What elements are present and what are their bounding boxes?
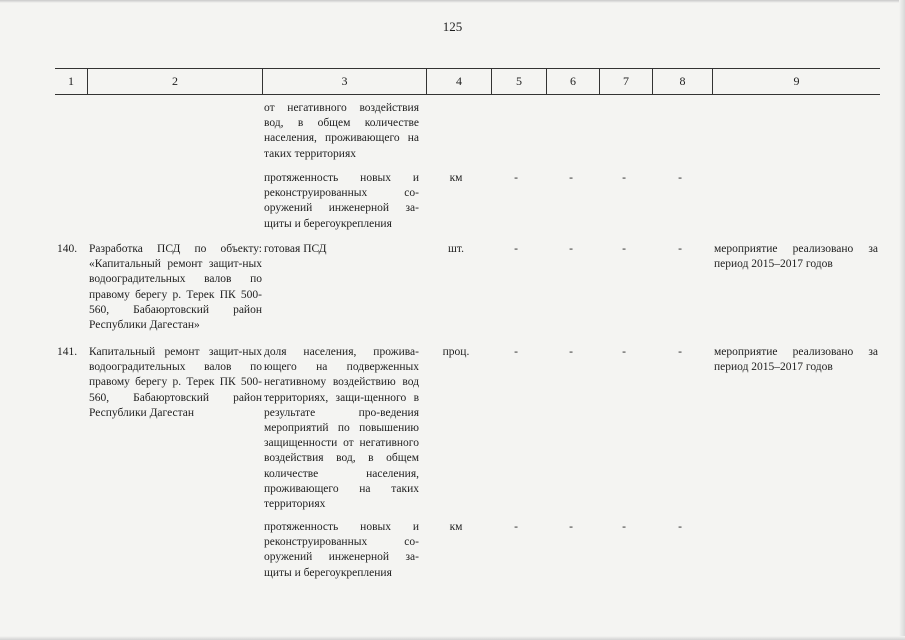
- row-140-dash-col6: -: [569, 243, 573, 255]
- row-141-dash-col5: -: [514, 346, 518, 358]
- scan-top-edge: [0, 0, 905, 3]
- row-141-length-dash-col5: -: [514, 521, 518, 533]
- row-141-dash-col7: -: [622, 346, 626, 358]
- row-140-note: мероприятие реализовано за период 2015–2017 годов: [714, 243, 878, 271]
- continuation-dash-col6: -: [569, 172, 573, 184]
- row-140-unit: шт.: [448, 243, 464, 255]
- column-header-3: 3: [262, 68, 426, 94]
- row-140-indicator: готовая ПСД: [264, 243, 327, 255]
- row-140-dash-col8: -: [678, 243, 682, 255]
- row-141-unit: проц.: [442, 346, 470, 358]
- continuation-unit: км: [449, 172, 463, 184]
- row-140-dash-col7: -: [622, 243, 626, 255]
- column-header-8: 8: [652, 68, 712, 94]
- table-header-row: [55, 68, 880, 94]
- continuation-indicator-text: от негативного воздействия вод, в общем количестве населения, проживающего на таких территориях: [264, 102, 419, 160]
- row-141-length-dash-col8: -: [678, 521, 682, 533]
- row-140-name: Разработка ПСД по объекту: «Капитальный ремонт защит-ных водооградительных валов по правому берегу р. Терек ПК 500-560, Бабаюртовский район Республики Дагестан»: [89, 243, 262, 332]
- column-header-9: 9: [712, 68, 880, 94]
- column-header-4: 4: [426, 68, 491, 94]
- row-141-length-dash-col7: -: [622, 521, 626, 533]
- continuation-length-indicator: протяженность новых и реконструированных со-оружений инженерной за-щиты и берегоукрепления: [264, 172, 419, 230]
- row-140-number: 140.: [57, 243, 78, 255]
- column-header-1: 1: [68, 74, 74, 88]
- row-141-dash-col8: -: [678, 346, 682, 358]
- row-141-number: 141.: [57, 346, 78, 358]
- row-141-dash-col6: -: [569, 346, 573, 358]
- row-141-note: мероприятие реализовано за период 2015–2017 годов: [714, 346, 878, 374]
- table-header-bottom-border: [55, 94, 880, 95]
- continuation-dash-col8: -: [678, 172, 682, 184]
- scan-bottom-edge: [0, 636, 905, 640]
- continuation-dash-col7: -: [622, 172, 626, 184]
- column-header-6: 6: [546, 68, 599, 94]
- column-header-2: 2: [87, 68, 262, 94]
- scan-right-edge: [899, 0, 905, 640]
- continuation-dash-col5: -: [514, 172, 518, 184]
- row-141-name: Капитальный ремонт защит-ных водооградительных валов по правому берегу р. Терек ПК 500-560, Бабаюртовский район Республики Дагестан: [89, 346, 262, 419]
- column-header-5: 5: [491, 68, 546, 94]
- row-141-length-indicator: протяженность новых и реконструированных со-оружений инженерной за-щиты и берегоукрепления: [264, 521, 419, 579]
- page-number: 125: [442, 19, 463, 34]
- row-140-dash-col5: -: [514, 243, 518, 255]
- column-header-7: 7: [599, 68, 652, 94]
- row-141-length-dash-col6: -: [569, 521, 573, 533]
- row-141-length-unit: км: [449, 521, 463, 533]
- row-141-indicator: доля населения, прожива-ющего на подверженных негативному воздействию вод территориях, защи-щенного в результате про-ведения мероприятий по повышению защищенности от негативного воздействия вод, в общем количестве населения, проживающего на таких территориях: [264, 346, 419, 511]
